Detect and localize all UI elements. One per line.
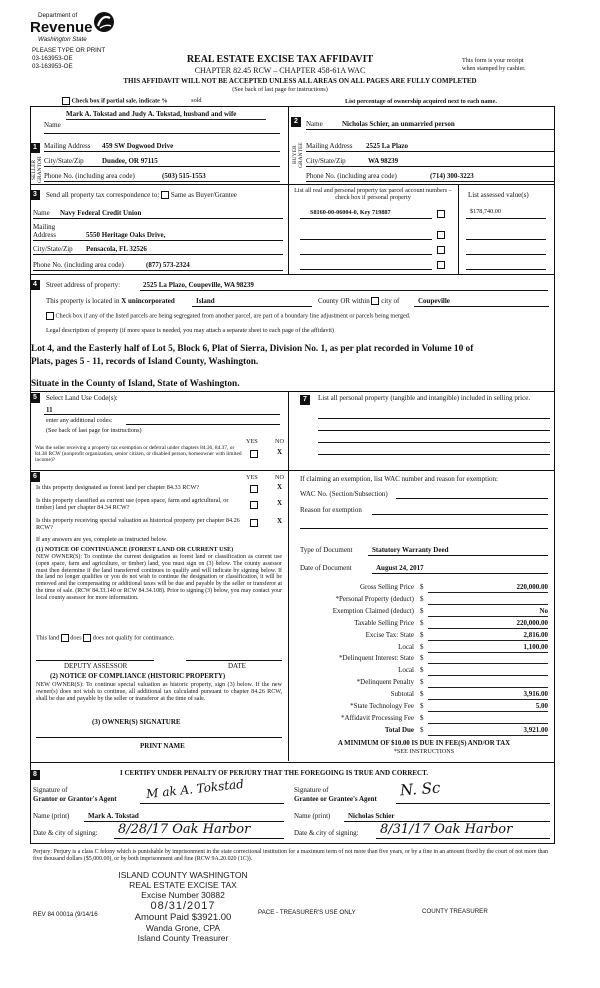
partial-sale-label: Check box if partial sale, indicate % <box>71 97 168 105</box>
section-3-badge: 3 <box>30 190 40 200</box>
assessed-line-4 <box>466 269 546 270</box>
see-back-note: (See back of last page for instructions) <box>232 86 328 93</box>
parcel-line-2 <box>300 239 432 240</box>
located-row <box>46 297 175 305</box>
grantee-signature[interactable]: N. Sc <box>399 778 441 800</box>
grantee-date-line <box>376 838 550 839</box>
land-use-label: Select Land Use Code(s): <box>46 394 118 402</box>
seller-side-label: SELLER GRANTOR <box>31 156 43 184</box>
notice1-title: (1) NOTICE OF CONTINUANCE (FOREST LAND OR CURRENT USE) <box>36 546 234 553</box>
doc-type[interactable]: Statutory Warranty Deed <box>372 546 449 554</box>
pp-line-4 <box>318 454 550 455</box>
county-treasurer-label: COUNTY TREASURER <box>422 908 488 915</box>
financial-label: Subtotal <box>390 690 414 699</box>
deputy-assessor-label: DEPUTY ASSESSOR <box>64 662 128 670</box>
grantee-sig-label-2: Grantee or Grantee's Agent <box>294 795 377 803</box>
pp-line-3 <box>318 442 550 443</box>
financial-label: *Affidavit Processing Fee <box>341 713 414 722</box>
doc-date[interactable]: August 24, 2017 <box>376 564 424 572</box>
no-col-5: NO <box>275 438 284 445</box>
does-label: does <box>70 634 82 642</box>
q-historic: Is this property receiving special valuation as historical property per chapter 84.26 RCW? <box>36 517 240 532</box>
dollar-sign: $ <box>420 690 424 699</box>
financial-label: *Delinquent Penalty <box>356 678 414 687</box>
seller-city-label: City/State/Zip <box>44 157 84 165</box>
financial-label: *State Technology Fee <box>350 702 414 710</box>
doc-type-line <box>368 555 548 556</box>
financial-label: Taxable Selling Price <box>354 618 414 627</box>
notice2-title: (2) NOTICE OF COMPLIANCE (HISTORIC PROPERTY) <box>50 673 226 680</box>
stamp-line-2: REAL ESTATE EXCISE TAX <box>129 880 237 890</box>
q-current-use: Is this property classified as current use (open space, farm and agricultural, or timber) land per chapter 84.34 RCW? <box>36 497 229 512</box>
financial-row <box>300 643 548 653</box>
tax-corr-address[interactable]: 5550 Heritage Oaks Drive, <box>86 231 166 239</box>
seller-city[interactable]: Dundee, OR 97115 <box>102 157 158 165</box>
doc-type-label: Type of Document <box>300 546 353 554</box>
located-label: This property is located in <box>46 297 120 305</box>
wac-line <box>396 498 548 499</box>
buyer-city-label: City/State/Zip <box>306 157 346 165</box>
buyer-phone[interactable]: (714) 300-3223 <box>430 172 474 180</box>
yes-col-5: YES <box>246 438 258 445</box>
assessed-line-2 <box>466 239 546 240</box>
deputy-line <box>36 660 154 661</box>
frame-bottom <box>30 843 555 844</box>
section-divider-1-2 <box>288 106 289 184</box>
minimum-note: A MINIMUM OF $10.00 IS DUE IN FEE(S) AND/OR TAX <box>337 740 511 747</box>
q-exempt: Was the seller receiving a property tax exemption or deferral under chapters 84.36, 84.37, or 84.38 RCW (nonprofit organization, senior citizen, or disabled person, homeowner with limited income)? <box>35 445 242 464</box>
buyer-phone-line <box>306 181 554 182</box>
q-exempt-answer[interactable]: X <box>277 448 283 456</box>
warning-text: THIS AFFIDAVIT WILL NOT BE ACCEPTED UNLESS ALL AREAS ON ALL PAGES ARE FULLY COMPLETED <box>123 77 477 85</box>
county-line <box>192 306 312 307</box>
street-line <box>140 290 548 291</box>
grantee-name-label: Name (print) <box>294 812 331 820</box>
additional-codes-line <box>126 424 280 425</box>
does-not-label: does not qualify for continuance. <box>92 634 175 642</box>
section-divider-3b <box>458 184 459 274</box>
assessed-line-1 <box>466 218 546 219</box>
unincorporated-label: X unincorporated <box>121 297 175 305</box>
stamp-line-4: 08/31/2017 <box>150 900 216 912</box>
financial-label: *Personal Property (deduct) <box>335 594 414 603</box>
grantor-date[interactable]: 8/28/17 Oak Harbor <box>118 822 251 837</box>
grantee-date[interactable]: 8/31/17 Oak Harbor <box>380 822 513 837</box>
tax-corr-name-line <box>33 218 283 219</box>
logo-revenue: Revenue <box>30 19 93 36</box>
city-line <box>414 306 549 307</box>
does-checkbox[interactable] <box>61 634 69 642</box>
q-current-use-yes-checkbox[interactable] <box>250 501 258 509</box>
seller-phone-label: Phone No. (including area code) <box>44 172 135 180</box>
financial-row <box>300 583 548 593</box>
buyer-name-label: Name <box>306 120 323 128</box>
this-land-label: This land <box>36 634 60 642</box>
q-forest: Is this property designated as forest land per chapter 84.33 RCW? <box>36 484 200 491</box>
financial-value[interactable]: 220,000.00 <box>428 619 548 629</box>
parcel-1-checkbox[interactable] <box>437 210 445 218</box>
tax-corr-name[interactable]: Navy Federal Credit Union <box>60 209 142 217</box>
grantor-name[interactable]: Mark A. Tokstad <box>88 812 139 820</box>
rev-number: REV 84 0001a (9/14/16 <box>33 911 98 918</box>
print-name-label: PRINT NAME <box>140 742 185 750</box>
county-label: County OR within <box>318 297 370 305</box>
tax-corr-heading <box>46 191 237 199</box>
segregated-checkbox[interactable] <box>46 312 54 320</box>
financial-row <box>300 619 548 629</box>
notice2-body: NEW OWNER(S): To continue special valuation as historic property, sign (3) below. If the new owner(s) does not wish to continue, all additional tax calculated pursuant to chapter 84.26 RCW, shall be due and payable by the seller or transferor at the time of sale. <box>36 682 282 702</box>
frame-line-7 <box>289 470 555 471</box>
land-use-line <box>44 414 280 415</box>
section-5-badge: 5 <box>30 393 40 403</box>
assessed-line-3 <box>466 254 546 255</box>
same-as-buyer-checkbox[interactable] <box>161 191 169 199</box>
buyer-name[interactable]: Nicholas Schier, an unmarried person <box>342 120 455 128</box>
logo-dept: Department of <box>38 12 78 19</box>
reason-label: Reason for exemption <box>300 506 362 514</box>
dollar-sign: $ <box>420 642 424 651</box>
seller-city-line <box>44 166 280 167</box>
legal-line-2[interactable]: Plats, pages 5 - 11, records of Island County, Washington. <box>31 357 259 367</box>
partial-sale-row <box>62 97 202 105</box>
financial-label: Local <box>398 642 414 651</box>
financial-value[interactable]: 1,100.00 <box>428 643 548 653</box>
tax-corr-name-label: Name <box>33 209 50 217</box>
buyer-city-line <box>306 166 554 167</box>
stamp-line-6: Wanda Grone, CPA <box>145 923 221 933</box>
tax-corr-address-label: Address <box>33 231 56 239</box>
tax-corr-phone-line <box>33 270 283 271</box>
stamp-line-3: Excise Number 30882 <box>141 890 225 900</box>
grantor-date-line <box>114 838 284 839</box>
partial-sale-checkbox[interactable] <box>62 97 70 105</box>
section-1-badge: 1 <box>30 143 40 153</box>
frame-right <box>554 106 555 844</box>
owner-sig-line <box>36 737 282 738</box>
financial-label: Total Due <box>384 725 414 734</box>
logo-state: Washington State <box>38 36 87 43</box>
section-8-badge: 8 <box>30 770 40 780</box>
form-subtitle: CHAPTER 82.45 RCW – CHAPTER 458-61A WAC <box>194 66 366 75</box>
financial-row <box>300 595 548 605</box>
q-forest-yes-checkbox[interactable] <box>250 485 258 493</box>
dollar-sign: $ <box>420 702 424 710</box>
notice1-body: NEW OWNER(S): To continue the current designation as forest land or classification as current use (open space, farm and agriculture, or timber) land, you must sign on (3) below. The county assessor must then determine if the land transferred continues to qualify and will indicate by signing below. If the land no longer qualifies or you do not wish to continue the designation or classification, it will be removed and the compensating or additional taxes will be due and payable by the seller or transferor at the time of sale. (RCW 84.33.140 or RCW 84.34.108). Prior to signing (3) below, you may contact your local county assessor for more information. <box>36 554 282 601</box>
grantee-name[interactable]: Nicholas Schier <box>348 812 395 820</box>
financial-value[interactable]: 5.00 <box>428 702 548 712</box>
section-divider-3 <box>288 184 289 274</box>
financial-value[interactable]: No <box>428 607 548 617</box>
segregated-label: Check box if any of the listed parcels are being segregated from another parcel, are part of a boundary line adjustment or parcels being merged. <box>55 312 411 320</box>
tax-corr-phone[interactable]: (877) 573-2324 <box>146 261 190 269</box>
financial-row <box>300 666 548 676</box>
tax-corr-phone-label: Phone No. (including area code) <box>33 261 124 269</box>
financial-row <box>300 702 548 712</box>
dor-logo <box>30 10 120 52</box>
buyer-addr-line <box>306 151 554 152</box>
buyer-addr-label: Mailing Address <box>306 142 353 150</box>
reason-line-2 <box>300 528 548 529</box>
pp-line-1 <box>318 418 550 419</box>
stamp-line-1: ISLAND COUNTY WASHINGTON <box>118 870 248 880</box>
seller-name-label: Name <box>44 121 61 129</box>
buyer-name-line <box>306 129 554 130</box>
buyer-address[interactable]: 2525 La Plazo <box>366 142 408 150</box>
dollar-sign: $ <box>420 725 424 734</box>
q-exempt-yes-checkbox[interactable] <box>250 450 258 458</box>
grantee-sig-label-1: Signature of <box>294 786 329 794</box>
frame-left <box>30 106 31 844</box>
wac-label: WAC No. (Section/Subsection) <box>300 490 388 498</box>
sold-label: sold <box>191 97 202 105</box>
ref-number-2: 03-163953-OE <box>32 63 73 70</box>
financial-value[interactable] <box>428 654 548 664</box>
section-divider-5-7 <box>288 391 289 761</box>
frame-line-2 <box>30 184 555 185</box>
financial-value[interactable] <box>428 666 548 676</box>
parcel-4-checkbox[interactable] <box>437 261 445 269</box>
buyer-phone-label: Phone No. (including area code) <box>306 172 397 180</box>
tax-corr-heading-text: Send all property tax correspondence to: <box>46 191 160 199</box>
q-historic-yes-checkbox[interactable] <box>250 519 258 527</box>
parcel-number[interactable]: S8160-00-06004-0, Key 719887 <box>310 209 391 216</box>
doc-date-label: Date of Document <box>300 564 352 572</box>
perjury-note: Perjury: Perjury is a class C felony which is punishable by imprisonment in the state correctional institution for a maximum term of not more than five years, or by a fine in an amount fixed by the court of not more than five thousand dollars ($5,000.00), or by both imprisonment and fine (RCW 9A.20.020 (1C)). <box>33 849 548 862</box>
exemption-label: If claiming an exemption, list WAC number and reason for exemption: <box>300 475 498 483</box>
financial-row <box>300 726 548 736</box>
tax-corr-city-label: City/State/Zip <box>33 245 73 253</box>
frame-line-4 <box>30 391 555 392</box>
reason-line-1 <box>372 514 548 515</box>
assessed-heading: List assessed value(s) <box>468 191 529 199</box>
legal-line-3[interactable]: Situate in the County of Island, State of Washington. <box>31 379 240 389</box>
dollar-sign: $ <box>420 713 424 722</box>
financial-value[interactable]: 220,000.00 <box>428 583 548 593</box>
q-current-use-answer[interactable]: X <box>277 499 283 507</box>
stamp-line-5: Amount Paid $3921.00 <box>134 912 232 923</box>
dollar-sign: $ <box>420 618 424 627</box>
financial-row <box>300 631 548 641</box>
seller-name[interactable]: Mark A. Tokstad and Judy A. Tokstad, husband and wife <box>66 110 266 120</box>
financial-value[interactable]: 3,921.00 <box>428 726 548 736</box>
dollar-sign: $ <box>420 666 424 675</box>
q-historic-answer[interactable]: X <box>277 517 283 525</box>
legal-line-1[interactable]: Lot 4, and the Easterly half of Lot 5, Block 6, Plat of Sierra, Division No. 1, as per plat recorded in Volume 10 of <box>31 344 474 354</box>
city-value[interactable]: Coupeville <box>418 297 450 305</box>
grantor-date-label: Date & city of signing: <box>33 829 98 837</box>
buyer-side-label: BUYER GRANTEE <box>292 142 304 168</box>
land-use-see-back: (See back of last page for instructions) <box>46 427 142 434</box>
pp-line-2 <box>318 430 550 431</box>
financial-label: Gross Selling Price <box>359 583 414 591</box>
section-7-badge: 7 <box>300 395 310 405</box>
financial-value[interactable]: 3,916.00 <box>428 690 548 700</box>
treasurer-use-only: PACE - TREASURER'S USE ONLY <box>258 909 356 916</box>
city-of-checkbox[interactable] <box>371 297 379 305</box>
this-land-row <box>36 634 174 642</box>
financial-row <box>300 690 548 700</box>
frame-line-5 <box>30 470 288 471</box>
doc-date-line <box>372 573 548 574</box>
stamp-line-7: Island County Treasurer <box>137 933 229 943</box>
grantor-signature[interactable]: M ak A. Tokstad <box>145 776 245 802</box>
section-4-badge: 4 <box>30 280 40 290</box>
financial-value[interactable] <box>428 678 548 688</box>
financial-label: *Delinquent Interest: State <box>338 654 414 663</box>
land-use-code[interactable]: 11 <box>46 406 53 414</box>
dollar-sign: $ <box>420 654 424 663</box>
parcel-line-3 <box>300 254 432 255</box>
q-forest-answer[interactable]: X <box>277 483 283 491</box>
financial-label: Excise Tax: State <box>365 630 414 639</box>
tax-corr-city[interactable]: Pensacola, FL 32526 <box>86 245 147 253</box>
form-title: REAL ESTATE EXCISE TAX AFFIDAVIT <box>186 54 374 65</box>
financial-row <box>300 714 548 724</box>
tax-corr-address-line <box>33 240 283 241</box>
county-within-row <box>318 297 399 305</box>
please-type: PLEASE TYPE OR PRINT <box>32 47 106 54</box>
receipt-note-1: This form is your receipt <box>462 57 524 64</box>
deputy-date-label: DATE <box>228 662 246 670</box>
grantee-date-label: Date & city of signing: <box>294 829 359 837</box>
ref-number-1: 03-163953-OE <box>32 55 73 62</box>
grantor-name-label: Name (print) <box>33 812 70 820</box>
owner-signature-label: (3) OWNER(S) SIGNATURE <box>92 718 181 726</box>
if-yes-note: If any answers are yes, complete as instructed below. <box>36 536 168 543</box>
street-label: Street address of property: <box>46 281 121 289</box>
additional-codes-label: enter any additional codes: <box>46 417 113 424</box>
dor-emblem-icon <box>90 10 118 34</box>
financial-value[interactable] <box>428 714 548 724</box>
seller-phone[interactable]: (503) 515-1553 <box>162 172 206 180</box>
same-as-buyer-label: Same as Buyer/Grantee <box>170 191 237 199</box>
parcel-2-checkbox[interactable] <box>437 231 445 239</box>
deputy-date-line <box>186 660 282 661</box>
tax-corr-city-line <box>33 254 283 255</box>
seller-name-line <box>44 133 280 134</box>
section-2-badge: 2 <box>291 117 301 127</box>
personal-property-label: List all personal property (tangible and intangible) included in selling price. <box>318 394 531 402</box>
receipt-note-2: when stamped by cashier. <box>462 65 526 72</box>
dollar-sign: $ <box>420 606 424 615</box>
financial-row <box>300 678 548 688</box>
grantor-sig-label-2: Grantor or Grantor's Agent <box>33 795 117 803</box>
buyer-city[interactable]: WA 98239 <box>368 157 399 165</box>
section-6-badge: 6 <box>30 472 40 482</box>
no-col-6: NO <box>275 474 284 481</box>
does-not-checkbox[interactable] <box>83 634 91 642</box>
frame-line-8 <box>30 762 555 763</box>
grantor-sig-line <box>140 803 284 804</box>
street-address[interactable]: 2525 La Plazo, Coupeville, WA 98239 <box>143 281 254 289</box>
financial-row <box>300 654 548 664</box>
financial-value[interactable]: 2,816.00 <box>428 631 548 641</box>
county-value[interactable]: Island <box>196 297 215 305</box>
segregated-row <box>46 312 410 320</box>
seller-addr-label: Mailing Address <box>44 142 91 150</box>
financial-value[interactable] <box>428 595 548 605</box>
seller-addr-line <box>44 151 280 152</box>
yes-col-6: YES <box>246 474 258 481</box>
ownership-note: List percentage of ownership acquired next to each name. <box>345 98 497 105</box>
parcel-line-4 <box>300 269 432 270</box>
financial-label: Local <box>398 666 414 675</box>
financial-row <box>300 607 548 617</box>
tax-corr-mailing-label: Mailing <box>33 223 56 231</box>
legal-label: Legal description of property (if more space is needed, you may attach a separate sheet to each page of the affidavit) <box>46 327 334 334</box>
parcel-line-1 <box>300 218 432 219</box>
dollar-sign: $ <box>420 678 424 687</box>
parcel-3-checkbox[interactable] <box>437 246 445 254</box>
seller-address[interactable]: 459 SW Dogwood Drive <box>102 142 174 150</box>
assessed-value[interactable]: $178,740.00 <box>470 208 501 215</box>
parcel-heading: List all real and personal property tax parcel account numbers – check box if personal property <box>294 187 452 202</box>
seller-phone-line <box>44 181 280 182</box>
grantee-sig-line <box>396 803 550 804</box>
city-of-label: city of <box>381 297 400 305</box>
frame-top <box>30 106 555 107</box>
certify-text: I CERTIFY UNDER PENALTY OF PERJURY THAT THE FOREGOING IS TRUE AND CORRECT. <box>120 769 429 777</box>
financial-label: Exemption Claimed (deduct) <box>332 606 414 615</box>
frame-line-3 <box>30 274 555 275</box>
dollar-sign: $ <box>420 594 424 603</box>
dollar-sign: $ <box>420 583 424 591</box>
treasurer-stamp <box>108 870 258 943</box>
see-instructions: *SEE INSTRUCTIONS <box>393 748 455 755</box>
dollar-sign: $ <box>420 630 424 639</box>
grantor-sig-label-1: Signature of <box>33 786 68 794</box>
